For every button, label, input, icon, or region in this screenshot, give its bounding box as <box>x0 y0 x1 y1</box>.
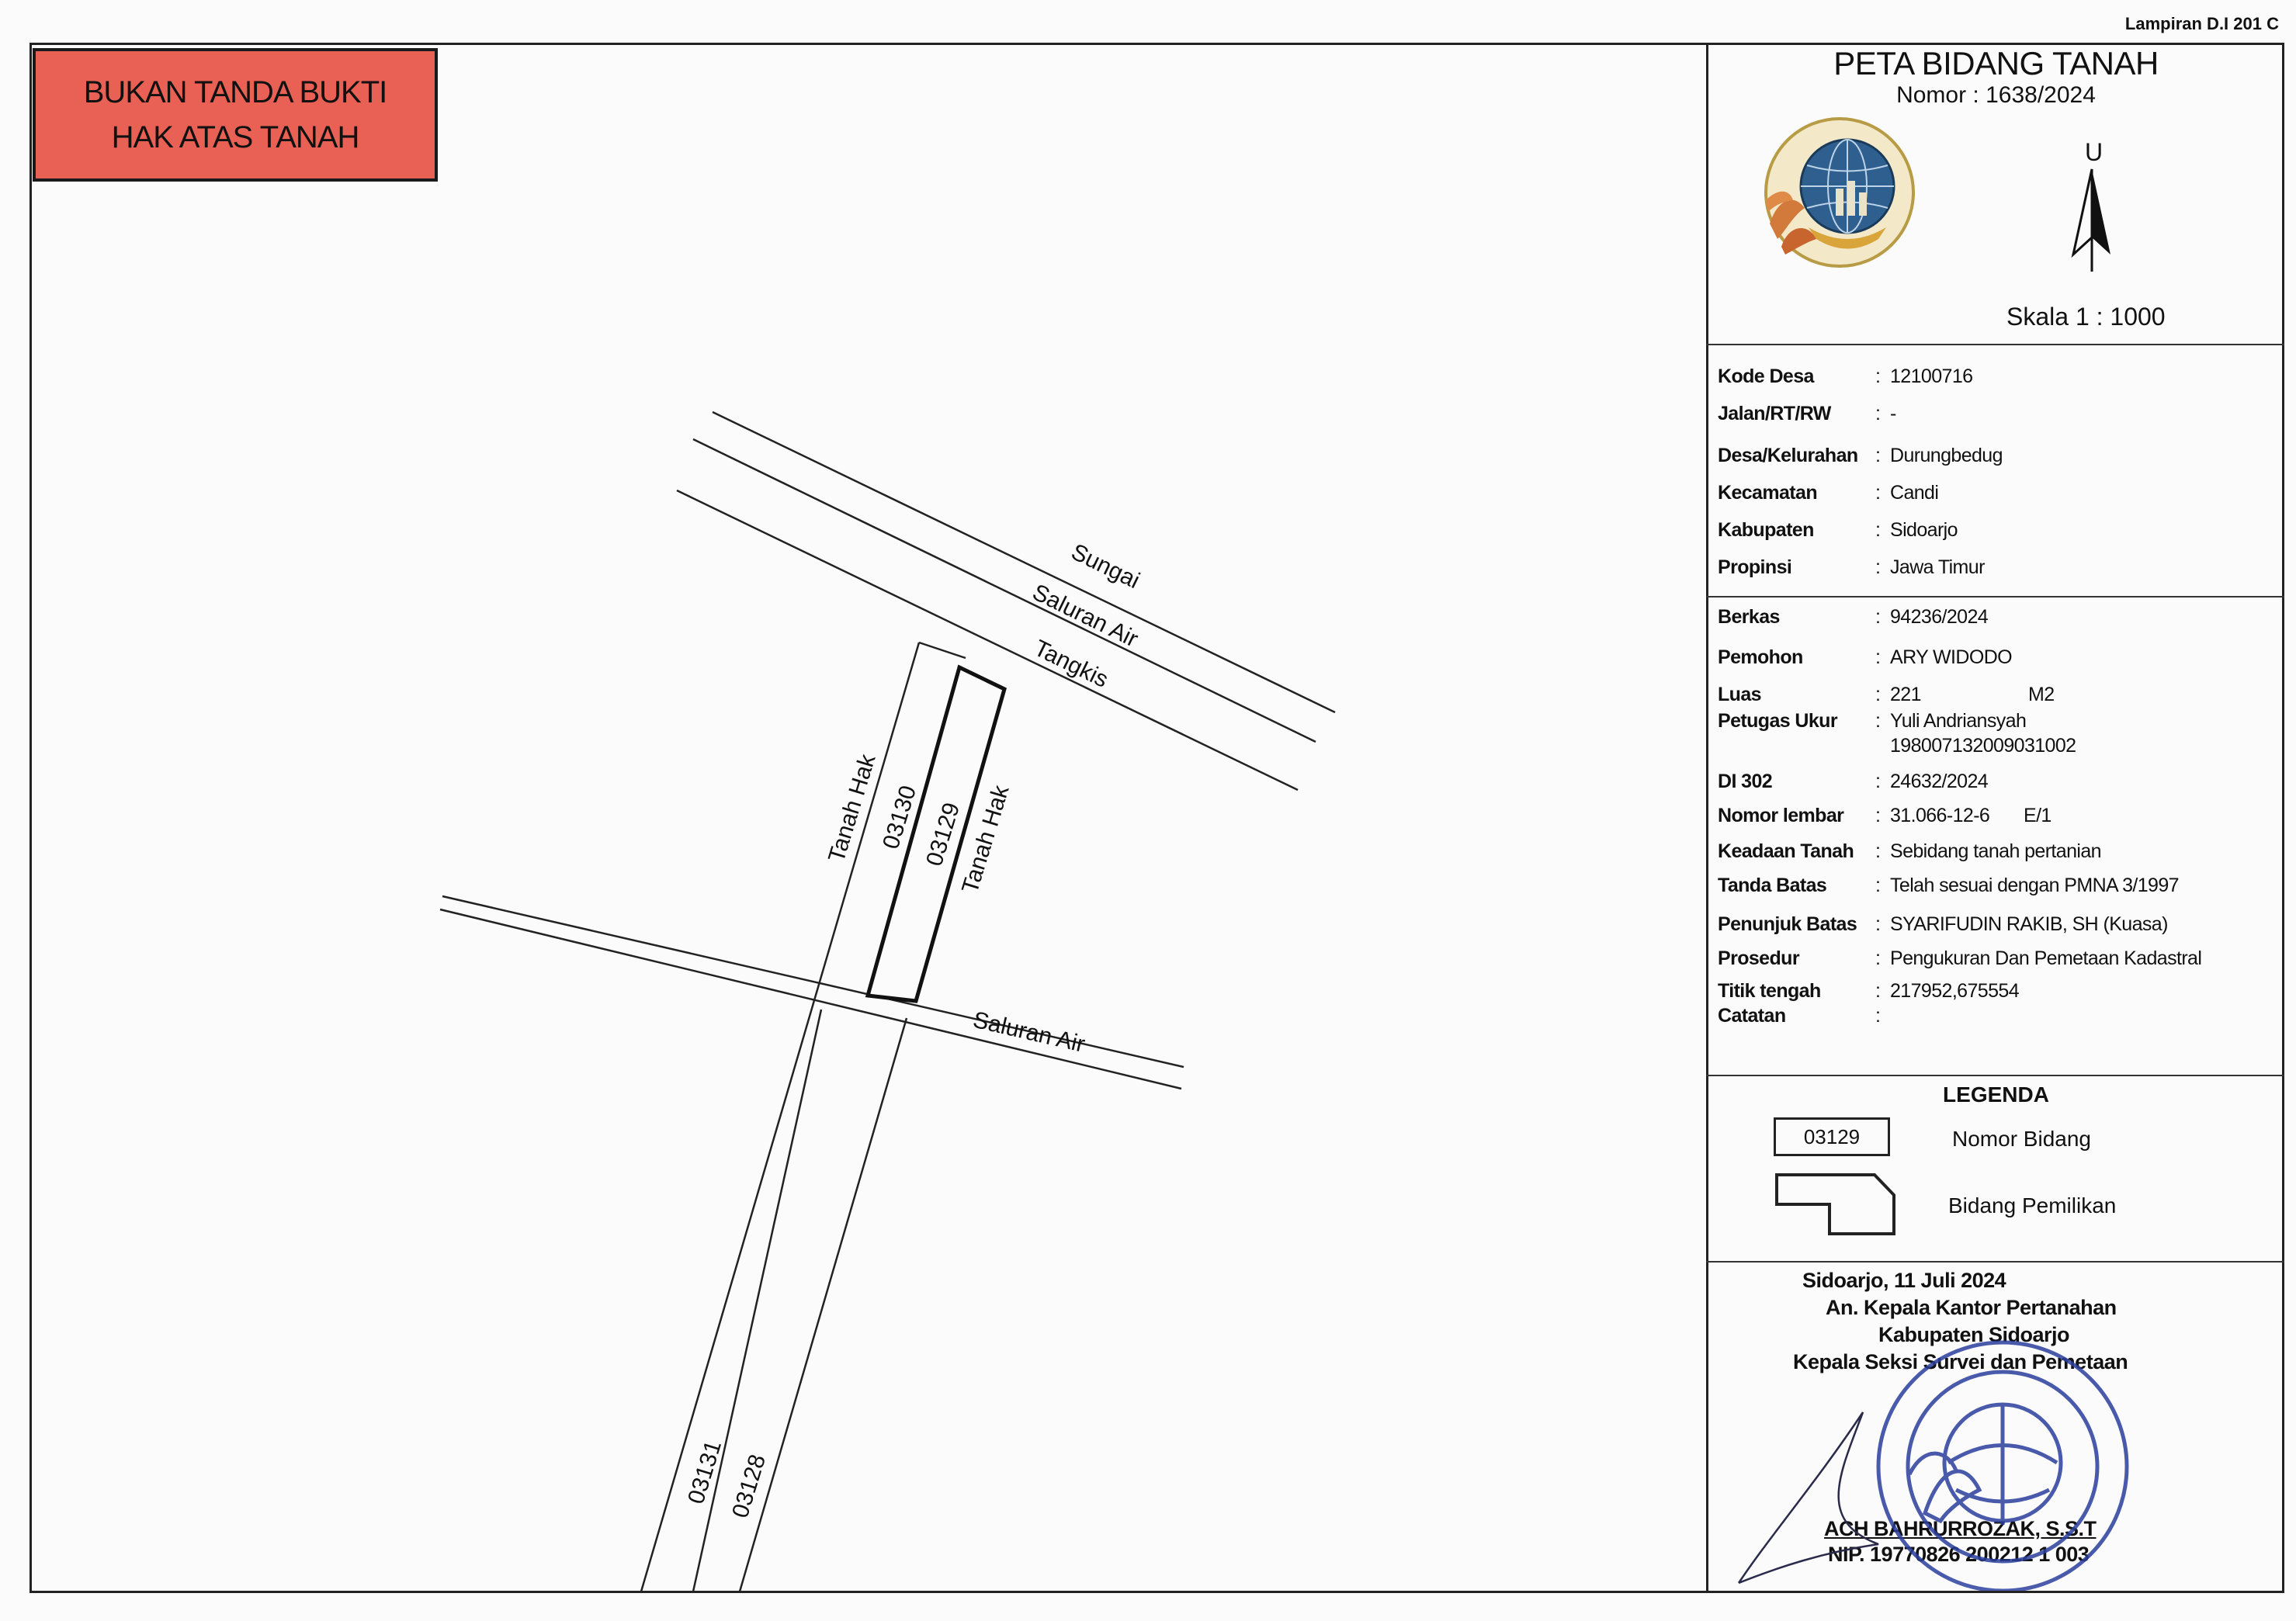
info-key: Prosedur <box>1718 947 1799 969</box>
info-key: Catatan <box>1718 1005 1786 1027</box>
info-value: ARY WIDODO <box>1890 646 2012 668</box>
parcel-edge <box>919 643 966 658</box>
legend-parcel-number-box: 03129 <box>1774 1117 1890 1156</box>
info-key: Titik tengah <box>1718 980 1821 1002</box>
info-value: SYARIFUDIN RAKIB, SH (Kuasa) <box>1890 913 2168 935</box>
legend-ownership-shape-icon <box>1774 1172 1898 1238</box>
river-line <box>713 412 1335 712</box>
label-03128: 03128 <box>727 1451 772 1522</box>
signature-name: ACH BAHRURROZAK, S.S.T <box>1824 1517 2097 1540</box>
strip-line-3 <box>740 1018 907 1592</box>
info-key: Berkas <box>1718 606 1780 628</box>
lampiran-label: Lampiran D.I 201 C <box>2124 14 2279 33</box>
legend-ownership-label: Bidang Pemilikan <box>1948 1193 2117 1217</box>
divider-legend <box>1706 1261 2284 1263</box>
info-value: 24632/2024 <box>1890 771 1989 792</box>
signature-line-1: An. Kepala Kantor Pertanahan <box>1826 1296 2117 1319</box>
label-03131: 03131 <box>683 1437 727 1508</box>
info-key: Nomor lembar <box>1718 805 1844 826</box>
info-value: Yuli Andriansyah <box>1890 710 2027 732</box>
info-value: 217952,675554 <box>1890 980 2019 1002</box>
disclaimer-line-2: HAK ATAS TANAH <box>111 120 359 154</box>
info-key: Kabupaten <box>1718 519 1814 541</box>
disclaimer-line-1: BUKAN TANDA BUKTI <box>83 75 387 109</box>
info-value: - <box>1890 403 1896 424</box>
info-value: 221 <box>1890 684 1921 705</box>
map-number: Nomor : 1638/2024 <box>1896 82 2096 108</box>
info-key: Pemohon <box>1718 646 1803 668</box>
info-value: Durungbedug <box>1890 445 2003 466</box>
signature-line-2: Kabupaten Sidoarjo <box>1878 1323 2070 1346</box>
label-saluran-air-top: Saluran Air <box>1028 579 1143 653</box>
info-key: DI 302 <box>1718 771 1773 792</box>
info-value: 12100716 <box>1890 365 1973 387</box>
label-03129: 03129 <box>921 799 966 870</box>
legend-title: LEGENDA <box>1943 1082 2049 1107</box>
surveyor-nip: 198007132009031002 <box>1890 735 2076 757</box>
info-key: Luas <box>1718 684 1761 705</box>
label-saluran-air-bottom: Saluran Air <box>970 1006 1087 1058</box>
handwritten-signature-icon <box>1723 1366 1909 1598</box>
north-label: U <box>2085 138 2104 166</box>
signature-line-3: Kepala Seksi Survei dan Pemetaan <box>1793 1350 2128 1373</box>
label-tangkis: Tangkis <box>1029 635 1112 693</box>
signature-nip: NIP. 19770826 200212 1 003 <box>1828 1543 2090 1566</box>
bpn-logo-icon <box>1762 115 1917 270</box>
channel-line <box>693 439 1316 742</box>
info-key: Keadaan Tanah <box>1718 840 1854 862</box>
info-key: Penunjuk Batas <box>1718 913 1857 935</box>
info-value: 94236/2024 <box>1890 606 1989 628</box>
info-key: Kecamatan <box>1718 482 1817 504</box>
info-value: Jawa Timur <box>1890 556 1985 578</box>
signature-place-date: Sidoarjo, 11 Juli 2024 <box>1802 1269 2006 1292</box>
label-03130: 03130 <box>878 782 922 853</box>
info-value: Candi <box>1890 482 1939 504</box>
strip-line-2 <box>693 1010 821 1592</box>
info-key: Jalan/RT/RW <box>1718 403 1831 424</box>
info-value: 31.066-12-6 <box>1890 805 1990 826</box>
info-key: Propinsi <box>1718 556 1792 578</box>
info-value: Pengukuran Dan Pemetaan Kadastral <box>1890 947 2202 969</box>
divider-location <box>1706 596 2284 597</box>
info-key: Tanda Batas <box>1718 875 1827 896</box>
info-value: Telah sesuai dengan PMNA 3/1997 <box>1890 875 2179 896</box>
label-tanah-hak-left: Tanah Hak <box>824 751 881 866</box>
label-sungai: Sungai <box>1066 539 1144 594</box>
canal-line-lower <box>440 909 1181 1089</box>
info-key: Petugas Ukur <box>1718 710 1837 732</box>
legend-parcel-number-label: Nomor Bidang <box>1952 1127 2091 1151</box>
divider-details <box>1706 1075 2284 1076</box>
divider-header <box>1706 344 2284 345</box>
map-title: PETA BIDANG TANAH <box>1833 45 2159 81</box>
info-value: Sebidang tanah pertanian <box>1890 840 2101 862</box>
sheet-extra: E/1 <box>2024 805 2051 826</box>
info-key: Desa/Kelurahan <box>1718 445 1858 466</box>
label-tanah-hak-right: Tanah Hak <box>957 782 1014 897</box>
info-key: Kode Desa <box>1718 365 1814 387</box>
area-unit: M2 <box>2028 684 2055 705</box>
map-scale: Skala 1 : 1000 <box>2006 303 2166 331</box>
info-value: Sidoarjo <box>1890 519 1958 541</box>
